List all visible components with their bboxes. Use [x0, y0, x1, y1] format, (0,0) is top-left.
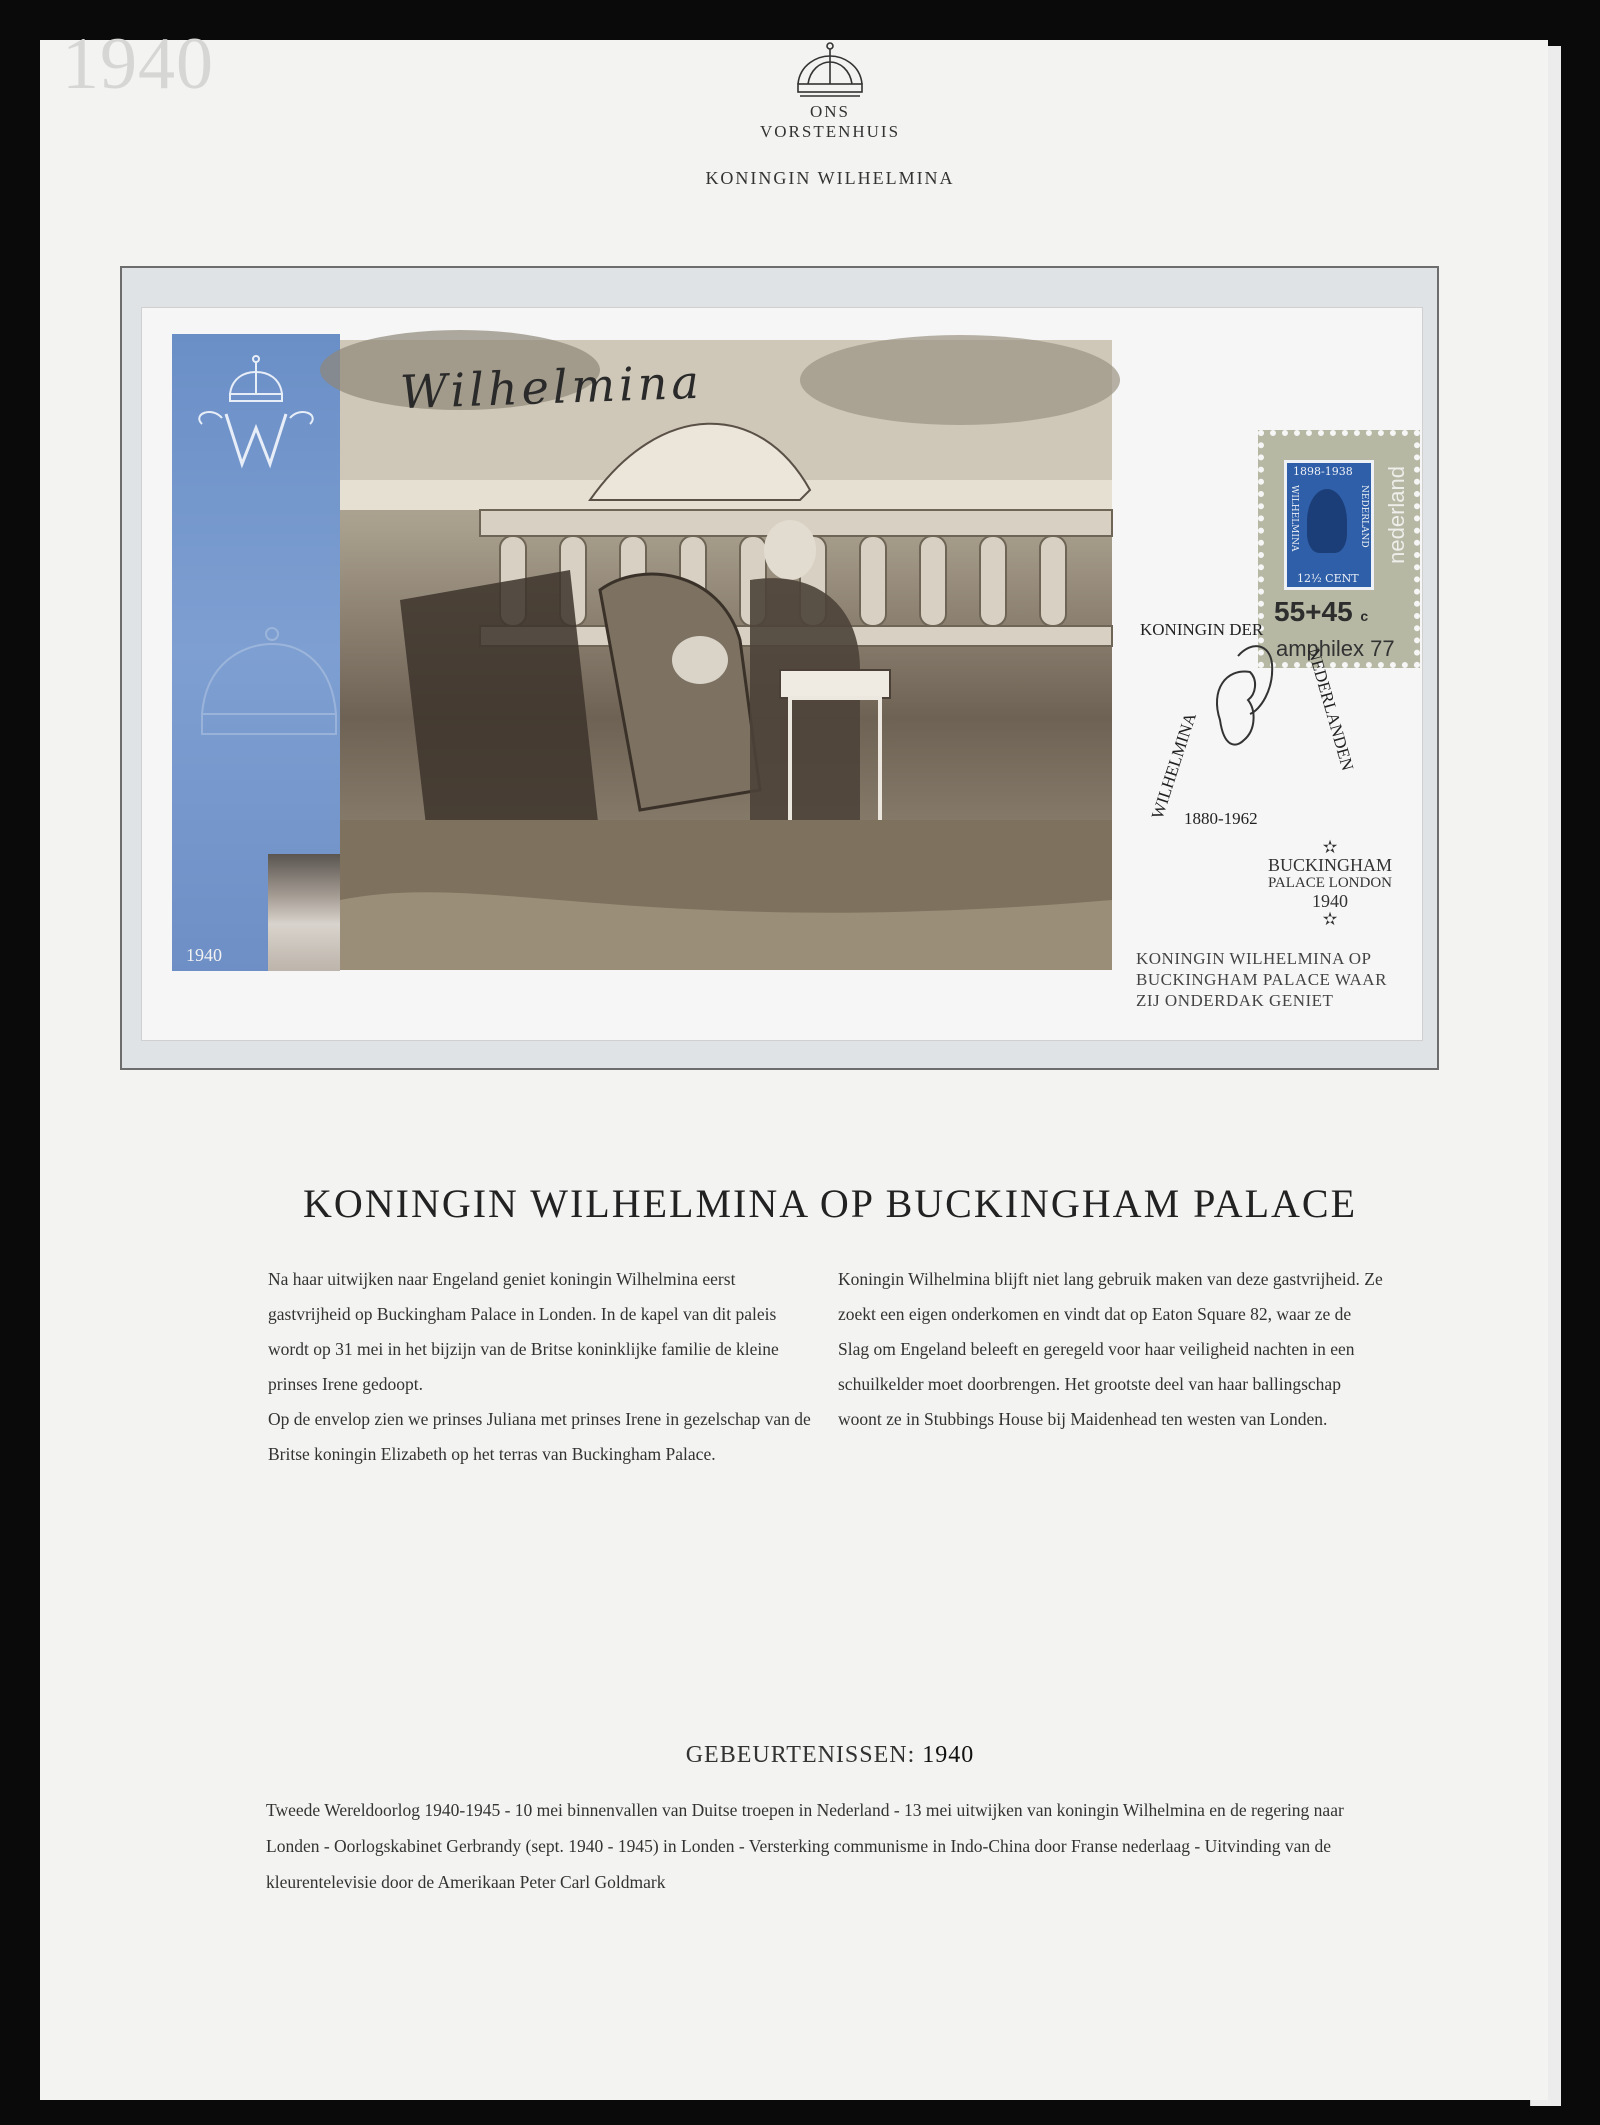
caption-line3: ZIJ ONDERDAK GENIET	[1136, 991, 1334, 1010]
signature: Wilhelmina	[399, 354, 704, 420]
events-heading	[560, 1742, 1100, 1769]
right-paragraph-1: Koningin Wilhelmina blijft niet lang gebruik maken van deze gastvrijheid. Ze zoekt een eigen onderkomen en vindt dat op Eaton Square 82, waar ze de Slag om Engeland beleeft en geregeld voor haar veiligheid nachten in een schuilkelder moet doorbrengen. Het grootste deel van haar ballingschap woont ze in Stubbings House bij Maidenhead ten westen van Londen.	[838, 1269, 1383, 1429]
postmark-top: KONINGIN DER	[1140, 620, 1264, 639]
page-subtitle: KONINGIN WILHELMINA	[705, 168, 955, 188]
events-label: GEBEURTENISSEN:	[685, 1742, 916, 1768]
stamp-country-small: NEDERLAND	[1359, 485, 1369, 548]
cancel-line2: PALACE LONDON	[1267, 875, 1393, 891]
photo-scene	[340, 340, 1112, 970]
faded-crown-icon	[172, 594, 340, 794]
panel-year-label: 1940	[186, 945, 222, 965]
postmark-right: NEDERLANDEN	[1304, 645, 1358, 773]
stamp-inner-design	[1284, 460, 1374, 590]
star-icon: ✫	[1322, 837, 1338, 857]
article-right-column	[838, 1262, 1383, 1437]
caption-line2: BUCKINGHAM PALACE WAAR	[1136, 970, 1387, 989]
stamp-queen-profile	[1307, 489, 1347, 553]
cancel-line3: 1940	[1312, 891, 1348, 911]
monogram-crown-icon	[172, 344, 340, 484]
left-paragraph-1: Na haar uitwijken naar Engeland geniet koningin Wilhelmina eerst gastvrijheid op Buckingham Palace in Londen. In de kapel van dit paleis wordt op 31 mei in het bijzijn van de Britse koninklijke familie de kleine prinses Irene gedoopt.	[268, 1269, 779, 1394]
article-left-column	[268, 1262, 813, 1472]
crown-icon	[790, 40, 870, 102]
cancel-line1: BUCKINGHAM	[1267, 855, 1392, 875]
buckingham-cancel	[1250, 838, 1410, 928]
historic-photo	[340, 340, 1112, 970]
stamp-value-number: 55+45	[1274, 596, 1353, 627]
stamp-years: 1898-1938	[1293, 465, 1353, 478]
queen-portrait	[268, 854, 340, 971]
brand-line-ons: ONS	[809, 102, 850, 121]
events-text: Tweede Wereldoorlog 1940-1945 - 10 mei binnenvallen van Duitse troepen in Nederland - 13 mei uitwijken van koningin Wilhelmina en de regering naar Londen - Oorlogskabinet Gerbrandy (sept. 1940 - 1945) in Londen - Versterking communisme in Indo-China door Franse nederlaag - Uitvinding van de kleurentelevisie door de Amerikaan Peter Carl Goldmark	[266, 1800, 1344, 1892]
blue-side-panel	[172, 334, 340, 971]
postmark-left: WILHELMINA	[1147, 710, 1200, 822]
brand-block	[640, 40, 1020, 189]
stamp-expo: amphilex 77	[1276, 636, 1395, 661]
events-year: 1940	[922, 1742, 975, 1768]
stamp-name: WILHELMINA	[1289, 485, 1299, 552]
left-paragraph-2: Op de envelop zien we prinses Juliana met prinses Irene in gezelschap van de Britse koningin Elizabeth op het terras van Buckingham Palace.	[268, 1409, 811, 1464]
article-title: KONINGIN WILHELMINA OP BUCKINGHAM PALACE	[302, 1181, 1358, 1226]
year-watermark: 1940	[62, 23, 214, 105]
star-icon-bottom: ✫	[1322, 909, 1338, 929]
stamp-cent: 12½ CENT	[1297, 572, 1359, 585]
cover-caption	[1136, 948, 1416, 1011]
brand-line-vorstenhuis: VORSTENHUIS	[759, 122, 901, 141]
stamp-country: nederland	[1384, 466, 1409, 564]
stamp-cent-mark: c	[1360, 608, 1369, 624]
caption-line1: KONINGIN WILHELMINA OP	[1136, 949, 1372, 968]
postmark-years: 1880-1962	[1184, 809, 1258, 828]
